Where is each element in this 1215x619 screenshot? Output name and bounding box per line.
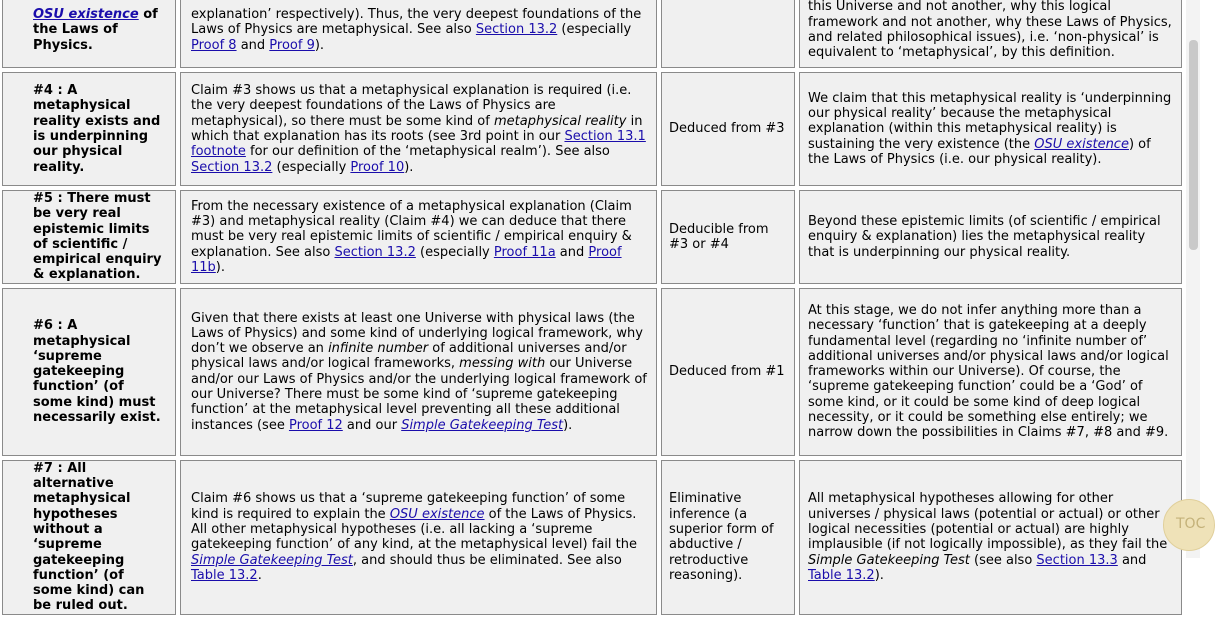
cell-text: #5 : There must be very real epistemic limits of scientific / empirical enquiry & explanation. bbox=[33, 191, 162, 283]
cell-text: ). bbox=[314, 37, 325, 53]
cell-text: #4 : A metaphysical reality exists and is underpinning our physical reality. bbox=[33, 83, 161, 175]
cell-text: Eliminative inference (a superior form of abductive / retroductive reasoning). bbox=[669, 491, 774, 583]
cell-text: #6 : A metaphysical ‘supreme gatekeeping function’ (of some kind) must necessarily exist. bbox=[33, 318, 161, 426]
cell-text: and our bbox=[342, 417, 402, 433]
cell-text: explanation’ respectively). Thus, the very deepest foundations of the Laws of Physics are metaphysical. See also bbox=[191, 7, 642, 38]
claim-cell bbox=[2, 190, 176, 284]
cell-text: infinite number bbox=[328, 341, 429, 357]
scrollbar-thumb[interactable] bbox=[1189, 40, 1198, 250]
cross-reference-link[interactable]: Simple Gatekeeping Test bbox=[191, 552, 353, 568]
derivation-cell bbox=[661, 288, 795, 456]
cell-text: messing with bbox=[459, 356, 546, 372]
cell-text: Beyond these epistemic limits (of scientific / empirical enquiry & explanation) lies the metaphysical reality that is underpinning our physical reality. bbox=[808, 213, 1161, 260]
explanation-cell bbox=[180, 72, 657, 186]
cell-text: Simple Gatekeeping Test bbox=[808, 552, 970, 568]
cell-text: Claim #3 shows us that a metaphysical explanation is required (i.e. the very deepest foundations of the Laws of Physics are metaphysical), so there must be some kind of bbox=[191, 83, 632, 129]
cell-text: this Universe and not another, why this logical framework and not another, why these Laws of Physics, and related philosophical issues), i.e. ‘non-physical’ is equivalent to ‘metaphysical’, by this definition. bbox=[808, 0, 1172, 61]
cell-text: At this stage, we do not infer anything more than a necessary ‘function’ that is gatekeeping at a deeply fundamental level (regarding no ‘infinite number of’ additional universes and/or physical laws and/or logical frameworks within our Universe). Of course, the ‘supreme gatekeeping function’ could be a ‘God’ of some kind, or it could be some kind of deep logical necessity, or it could be something else entirely; we narrow down the possibilities in Claims #7, #8 and #9. bbox=[808, 302, 1169, 441]
cell-text: All metaphysical hypotheses allowing for other universes / physical laws (potential or actual) or other logical necessities (potential or actual) are highly implausible (if not logically impossible), as they fail the bbox=[808, 491, 1168, 553]
cross-reference-link[interactable]: Section 13.2 bbox=[475, 22, 558, 38]
cell-text: (especially bbox=[557, 22, 632, 38]
cell-text: (especially bbox=[272, 159, 351, 175]
claim-row bbox=[2, 288, 1182, 456]
cell-text: Given that there exists at least one Universe with physical laws (the Laws of Physics) and some kind of underlying logical framework, why don’t we observe an bbox=[191, 310, 643, 357]
cell-text: our Universe and/or our Laws of Physics and/or the underlying logical framework of our Universe? There must be some kind of ‘supreme gatekeeping function’ at the metaphysical level preventing all these additional instances (see bbox=[191, 356, 647, 433]
derivation-cell bbox=[661, 0, 795, 68]
cell-text: Claim #6 shows us that a ‘supreme gatekeeping function’ of some kind is required to explain the bbox=[191, 491, 626, 522]
cell-text: ). bbox=[563, 417, 573, 433]
cell-text: and bbox=[1117, 552, 1147, 568]
notes-cell bbox=[799, 190, 1182, 284]
cell-text: metaphysical reality bbox=[493, 113, 627, 129]
cross-reference-link[interactable]: OSU existence bbox=[389, 506, 485, 522]
cross-reference-link[interactable]: Section 13.2 bbox=[334, 244, 416, 260]
cross-reference-link[interactable]: Section 13.1 footnote bbox=[191, 129, 646, 160]
cell-text: of the Laws of Physics. All other metaphysical hypotheses (i.e. all lacking a ‘supreme gatekeeping function’ of any kind, at the metaphysical level) fail the bbox=[191, 506, 637, 553]
cell-text: in which that explanation has its roots (see 3rd point in our bbox=[191, 113, 643, 144]
cell-text: of additional universes and/or physical laws and/or logical frameworks, bbox=[191, 341, 627, 372]
cross-reference-link[interactable]: Section 13.2 bbox=[191, 159, 273, 175]
explanation-cell bbox=[180, 190, 657, 284]
cell-text: ). bbox=[215, 259, 226, 275]
cell-text: ). bbox=[404, 159, 414, 175]
derivation-cell bbox=[661, 190, 795, 284]
cross-reference-link[interactable]: Proof 11b bbox=[191, 244, 622, 275]
cell-text: of the Laws of Physics. bbox=[33, 7, 158, 53]
cell-text: and bbox=[236, 37, 270, 53]
toc-button-label: TOC bbox=[1176, 516, 1206, 532]
cross-reference-link[interactable]: Table 13.2 bbox=[808, 567, 875, 583]
explanation-cell bbox=[180, 288, 657, 456]
cross-reference-link[interactable]: Proof 11a bbox=[493, 244, 556, 260]
cell-text: From the necessary existence of a metaphysical explanation (Claim #3) and metaphysical reality (Claim #4) we can deduce that there must be very real epistemic limits of scientific / empirical enquiry & explanation. See also bbox=[191, 198, 632, 260]
cell-text: Deduced from #1 bbox=[669, 364, 785, 380]
explanation-cell bbox=[180, 0, 657, 68]
claim-row bbox=[2, 72, 1182, 186]
cell-text: and bbox=[555, 244, 589, 260]
vertical-scrollbar[interactable] bbox=[1186, 0, 1200, 558]
derivation-cell bbox=[661, 460, 795, 615]
notes-cell bbox=[799, 72, 1182, 186]
cross-reference-link[interactable]: Proof 10 bbox=[350, 159, 405, 175]
notes-cell bbox=[799, 0, 1182, 68]
toc-button[interactable] bbox=[1163, 499, 1215, 551]
cell-text: #7 : All alternative metaphysical hypotheses without a ‘supreme gatekeeping function’ (of some kind) can be ruled out. bbox=[33, 460, 145, 614]
cell-text: ). bbox=[874, 567, 884, 583]
claim-row bbox=[2, 0, 1182, 68]
cross-reference-link[interactable]: Proof 9 bbox=[269, 37, 315, 53]
cell-text: ) of the Laws of Physics (i.e. our physical reality). bbox=[808, 136, 1151, 167]
claim-cell bbox=[2, 288, 176, 456]
explanation-cell bbox=[180, 460, 657, 615]
notes-cell bbox=[799, 288, 1182, 456]
cross-reference-link[interactable]: Proof 8 bbox=[191, 37, 237, 53]
claim-row bbox=[2, 190, 1182, 284]
cell-text: (especially bbox=[415, 244, 494, 260]
claim-row bbox=[2, 460, 1182, 615]
cross-reference-link[interactable]: Table 13.2 bbox=[191, 567, 258, 583]
cell-text: . bbox=[257, 567, 262, 583]
cell-text: Deduced from #3 bbox=[669, 121, 785, 137]
claim-cell bbox=[2, 460, 176, 615]
cell-text: , and should thus be eliminated. See also bbox=[352, 552, 622, 568]
cross-reference-link[interactable]: OSU existence bbox=[33, 7, 139, 23]
cell-text: Deducible from #3 or #4 bbox=[669, 221, 769, 252]
notes-cell bbox=[799, 460, 1182, 615]
cell-text: (see also bbox=[969, 552, 1037, 568]
claim-cell bbox=[2, 0, 176, 68]
cross-reference-link[interactable]: Simple Gatekeeping Test bbox=[401, 417, 564, 433]
cross-reference-link[interactable]: OSU existence bbox=[1034, 136, 1129, 152]
derivation-cell bbox=[661, 72, 795, 186]
cell-text: We claim that this metaphysical reality is ‘underpinning our physical reality’ because the metaphysical explanation (within this metaphysical reality) is sustaining the very existence (the bbox=[808, 90, 1172, 152]
cross-reference-link[interactable]: Section 13.3 bbox=[1036, 552, 1118, 568]
cross-reference-link[interactable]: Proof 12 bbox=[288, 417, 343, 433]
claim-cell bbox=[2, 72, 176, 186]
cell-text: for our definition of the ‘metaphysical realm’). See also bbox=[245, 144, 610, 160]
